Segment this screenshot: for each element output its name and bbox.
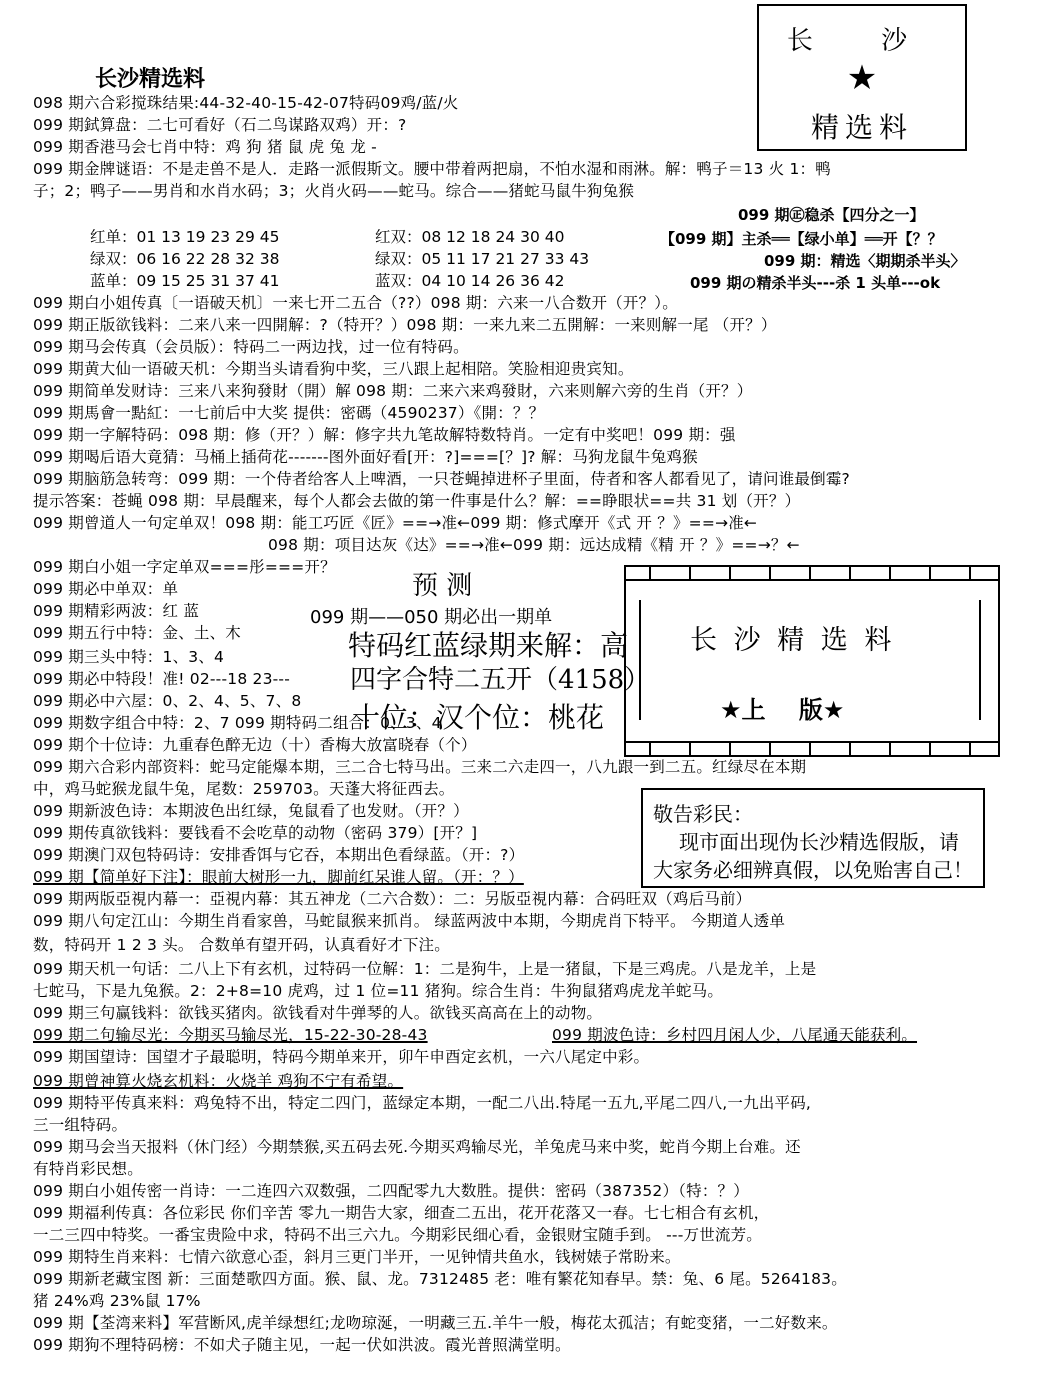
- text-line: 099 期必中特段！准! 02---18 23---: [33, 670, 291, 688]
- red-single: 红单：01 13 19 23 29 45: [90, 228, 280, 246]
- text-line: 099 期三句赢钱料：欲钱买猪肉。欲钱看对牛弹琴的人。欲钱买高高在上的动物。: [33, 1004, 603, 1022]
- text-line: 099 期正版欲钱料：二来八来一四開解：?（特开？）098 期：一来九来二五開解：一来则解一尾 （开？）: [33, 316, 777, 334]
- warning-box: [641, 788, 985, 888]
- text-line: 099 期新老藏宝图 新：三面楚歌四方面。猴、鼠、龙。7312485 老：唯有繁花知春早。禁：兔、6 尾。5264183。: [33, 1270, 847, 1288]
- text-line: 099 期必中六屋：0、2、4、5、7、8: [33, 692, 302, 710]
- text-line: 099 期黄大仙一语破天机：今期当头请看狗中奖，三八跟上起相陪。笑脸相迎贵宾知。: [33, 360, 634, 378]
- text-line: 099 期马会当天报料（休门经）今期禁猴,买五码去死.今期买鸡输尽光，羊兔虎马来中奖，蛇肖今期上台难。还: [33, 1138, 801, 1156]
- text-line: 三一组特码。: [33, 1116, 128, 1134]
- text-line: 099 期喝后语大竟猜：马桶上插荷花-------图外面好看[开：?]===[？]? 解：马狗龙鼠牛兔鸡猴: [33, 448, 698, 466]
- text-line: 099 期脑筋急转弯：099 期：一个侍者给客人上啤酒，一只苍蝇掉进杯子里面，侍者和客人都看见了，请问谁最倒霉?: [33, 470, 850, 488]
- text-line: 099 期天机一句话：二八上下有玄机，过特码一位解：1：二是狗牛，上是一猪鼠，下是三鸡虎。八是龙羊，上是: [33, 960, 817, 978]
- text-line: 099 期简单发财诗：三来八来狗發財（開）解 098 期：二来六来鸡發財，六来则解六旁的生肖（开？）: [33, 382, 753, 400]
- text-line: 098 期：项目达灰《达》==→准←099 期：远达成精《精 开 ？》==→？←: [268, 536, 800, 554]
- text-line: 099 期国望诗：国望才子最聪明，特码今期单来开，卯午申酉定玄机，一六八尾定中彩。: [33, 1048, 650, 1066]
- green-double: 绿双：06 16 22 28 32 38: [90, 250, 280, 268]
- forecast-line-3: 十位：汉个位：桃花: [352, 701, 605, 734]
- text-line: 099 期个十位诗：九重春色醉无边（十）香梅大放富晓春（个）: [33, 736, 477, 754]
- text-line: 099 期八句定江山：今期生肖看家兽，马蛇鼠猴来抓肖。 绿蓝两波中本期，今期虎肖下特平。 今期道人透单: [33, 912, 786, 930]
- text-line: 099 期两版亞視内幕一：亞視内幕：其五神龙（二六合数）：二：另版亞視内幕：合码旺双（鸡后马前）: [33, 890, 752, 908]
- text-line: 099 期精彩两波：红 蓝: [33, 602, 200, 620]
- text-line: 099 期白小姐传密一肖诗：一二连四六双数强，二四配零九大数胜。提供：密码（387352）（特：？）: [33, 1182, 749, 1200]
- text-line: 099 期福利传真：各位彩民 你们辛苦 零九一期告大家，细查二五出，花开花落又一春。七七相合有玄机，: [33, 1204, 770, 1222]
- text-line: 提示答案：苍蝇 098 期：早晨醒来，每个人都会去做的第一件事是什么？解：==睁眼状==共 31 划（开？）: [33, 492, 801, 510]
- blue-single: 蓝单：09 15 25 31 37 41: [90, 272, 280, 290]
- stamp-title: 长 沙 精 选 料: [690, 625, 896, 656]
- text-line: 099 期澳门双包特码诗：安排香饵与它吞，本期出色看绿蓝。（开：?）: [33, 846, 525, 864]
- text-line: 099 期马会传真（会员版）：特码二一两边找，过一位有特码。: [33, 338, 469, 356]
- text-line: 099 期一字解特码：098 期：修（开？）解：修字共九笔故解特数特肖。一定有中奖吧！099 期：强: [33, 426, 736, 444]
- text-line: 七蛇马，下是九兔猴。2：2+8=10 虎鸡，过 1 位=11 猪狗。综合生肖：牛狗鼠猪鸡虎龙羊蛇马。: [33, 982, 724, 1000]
- note-main-kill: 【099 期】主杀══【绿小单】══开【？？: [660, 230, 943, 248]
- blue-double: 蓝双：04 10 14 26 36 42: [375, 272, 565, 290]
- text-line: 099 期特生肖来料：七情六欲意心歪，斜月三更门半开，一见钟情共鱼水，钱树婊子常盼来。: [33, 1248, 681, 1266]
- text-line: 099 期三头中特：1、3、4: [33, 648, 225, 666]
- forecast-period: 099 期——050 期必出一期单: [310, 607, 553, 628]
- text-line: 098 期六合彩搅珠结果:44-32-40-15-42-07特码09鸡/蓝/火: [33, 94, 459, 112]
- forecast-line-2: 四字合特二五开（4158）: [350, 665, 651, 695]
- text-line: 099 期曾神算火烧玄机料：火烧羊 鸡狗不宁有希望。: [33, 1072, 404, 1090]
- note-kill-quarter: 099 期㊣稳杀【四分之一】: [738, 206, 925, 224]
- note-half-head: 099 期：精选〈期期杀半头〉: [764, 252, 966, 270]
- text-line: 099 期狗不理特码榜：不如犬子随主见，一起一伏如洪波。霞光普照满堂明。: [33, 1336, 571, 1354]
- text-line: 099 期【简单好下注】：眼前大树形一九，脚前红呆谁人留。（开：？）: [33, 868, 524, 886]
- text-line: 099 期曾道人一句定单双！098 期：能工巧匠《匠》==→准←099 期：修式摩开《式 开 ？》==→准←: [33, 514, 758, 532]
- text-line: 猪 24%鸡 23%鼠 17%: [33, 1292, 201, 1310]
- text-line: 099 期白小姐一字定单双===彤===开？: [33, 558, 336, 576]
- text-line: 099 期传真欲钱料：要钱看不会吃草的动物（密码 379）[开？]: [33, 824, 478, 842]
- text-line: 有特肖彩民想。: [33, 1160, 143, 1178]
- logo-subtitle: 精选料: [810, 111, 913, 144]
- text-line: 099 期金牌谜语：不是走兽不是人．走路一派假斯文。腰中带着两把扇，不怕水湿和雨淋。解：鸭子＝13 火 1：鸭: [33, 160, 831, 178]
- forecast-line-1: 特码红蓝绿期来解：高: [348, 629, 629, 662]
- text-line: 子；2；鸭子——男肖和水肖水码；3；火肖火码——蛇马。综合——猪蛇马鼠牛狗兔猴: [33, 182, 635, 200]
- text-line: 099 期必中单双：单: [33, 580, 179, 598]
- note-kill-one: 099 期の精杀半头---杀 1 头单---ok: [690, 274, 941, 292]
- text-line: 099 期数字组合中特：2、7 099 期特码二组合：0、3、4: [33, 714, 442, 732]
- warning-title: 敬告彩民：: [653, 802, 753, 826]
- warning-body-2: 大家务必细辨真假，以免贻害自己！: [653, 858, 973, 882]
- text-line: 099 期鉽算盘：二七可看好（石二鸟谋路双鸡）开：?: [33, 116, 407, 134]
- warning-body-1: 现市面出现伪长沙精选假版，请: [679, 830, 959, 854]
- red-double: 红双：08 12 18 24 30 40: [375, 228, 565, 246]
- text-line: 099 期馬會一點紅：一七前后中大奖 提供：密碼（4590237）《開：？？: [33, 404, 545, 422]
- logo-star-icon: ★: [846, 58, 878, 98]
- text-line: 099 期二句输尽光：今期买马输尽光，15-22-30-28-43: [33, 1026, 428, 1044]
- text-line: 中，鸡马蛇猴龙鼠牛兔，尾数：259703。天蓬大将征西去。: [33, 780, 455, 798]
- text-line: 099 期新波色诗：本期波色出红绿，兔鼠看了也发财。（开？）: [33, 802, 469, 820]
- text-line: 099 期五行中特：金、土、木: [33, 624, 242, 642]
- logo-city: 长 沙: [786, 26, 938, 56]
- text-line: 099 期特平传真来料：鸡兔特不出，特定二四门，蓝绿定本期，一配二八出.特尾一五九,平尾二四八,一九出平码,: [33, 1094, 812, 1112]
- text-line: 一二三四中特奖。一番宝贵险中求，特码不出三六九。今期彩民细心看，金银财宝随手到。 ---万世流芳。: [33, 1226, 763, 1244]
- text-line: 099 期六合彩内部资料：蛇马定能爆本期，三二合七特马出。三来二六走四一，八九跟一到二五。红绿尽在本期: [33, 758, 807, 776]
- text-line: 099 期【荃湾来料】军营断风,虎羊绿想红;龙吻琼涎，一明藏三五.羊牛一般，梅花太孤洁；有蛇变猪，一二好数来。: [33, 1314, 838, 1332]
- stamp-tag: ★上 版★: [720, 696, 845, 724]
- forecast-title: 预 测: [412, 571, 473, 601]
- green-single: 绿双：05 11 17 21 27 33 43: [375, 250, 590, 268]
- page-title: 长沙精选料: [95, 67, 206, 92]
- text-line: 099 期波色诗：乡村四月闲人少，八尾通天能获利。: [552, 1026, 918, 1044]
- text-line: 099 期香港马会七肖中特：鸡 狗 猪 鼠 虎 兔 龙 -: [33, 138, 377, 156]
- text-line: 数，特码开 1 2 3 头。 合数单有望开码，认真看好才下注。: [33, 936, 450, 954]
- text-line: 099 期白小姐传真〔一语破天机〕一来七开二五合（??）098 期：六来一八合数开（开？）。: [33, 294, 678, 312]
